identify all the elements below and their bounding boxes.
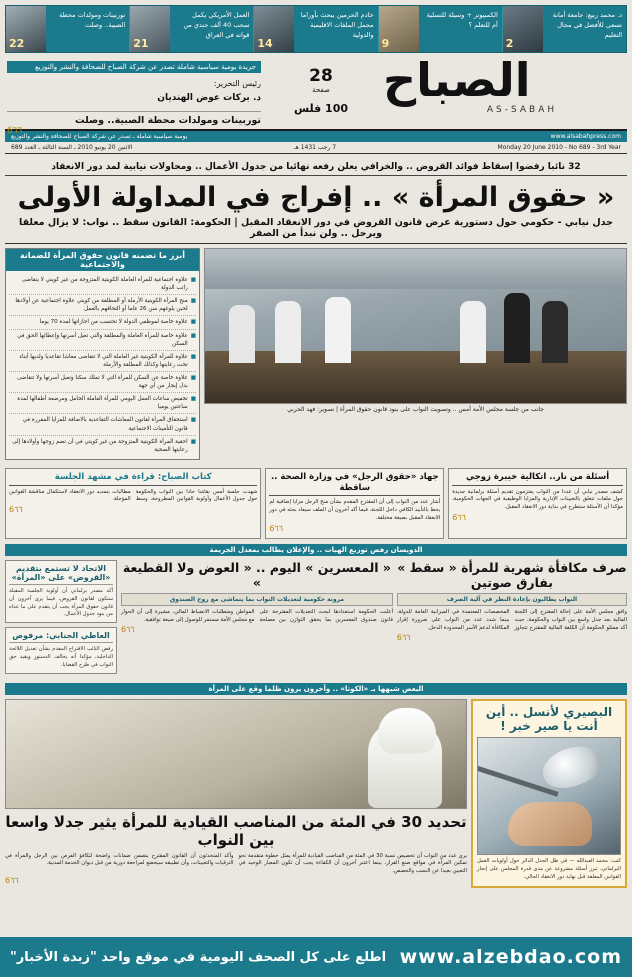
bottom-left-ad-body: كتب: محمد العبدالله — في ظل الجدل الدائر حول أولويات العمل البرلماني، تبرز أسئلة مشروعة عن مدى قدرة المجلس على إنجاز القوانين المعلقة قبل نهاية دور الانعقاد الحالي. — [477, 858, 621, 880]
list-item-text: علاوة اجتماعية للمرأة العاملة الكويتية المتزوجة من غير كويتي لا يتقاضى راتب الدولة — [21, 277, 188, 292]
gold-mark: 6٦٦ — [396, 632, 411, 642]
list-item — [9, 295, 196, 316]
pages-count: 28 — [309, 66, 333, 86]
teaser-page-number: 21 — [133, 37, 149, 50]
photo-figure — [275, 301, 301, 363]
list-item — [9, 274, 196, 295]
price: 100 فلس — [293, 102, 349, 116]
mini-columns-row — [5, 468, 627, 539]
list-item — [9, 414, 196, 435]
dateline-english: Monday 20 June 2010 - No 689 - 3rd Year — [497, 144, 621, 151]
dateline-hijri: 7 رجب 1431 هـ — [293, 144, 337, 151]
photo-figure — [542, 301, 568, 363]
bullet-icon: ■ — [190, 332, 196, 339]
dateline-arabic: الاثنين 20 يونيو 2010 ـ السنة الثالثة ـ العدد 689 — [11, 144, 133, 151]
gold-mark: 6٦٦ — [5, 876, 19, 886]
teaser-text: العمل الأمريكي يكمل سحب 40 ألف جندي من قواته في العراق — [183, 11, 250, 39]
list-item — [9, 316, 196, 329]
story-subhead: مرونة حكومية لتعديلات النواب بما يتماشى مع روح الصندوق — [121, 593, 393, 606]
list-item — [9, 393, 196, 414]
teaser-page-number: 14 — [257, 37, 273, 50]
third-section-row — [5, 699, 627, 888]
list-item — [9, 436, 196, 456]
teaser-page-number: 22 — [8, 37, 25, 50]
story-subhead: النواب يطالبون بإعادة النظر في آلية الصرف — [397, 593, 627, 606]
footer-banner — [0, 937, 632, 977]
mini-column-body: شهدت جلسة أمس نقاشا حادا بين النواب والحكومة حول جدول الأعمال وأولوية القوانين المطروحة، وسط مطالبات بتمديد دور الانعقاد لاستكمال مناقشة القوانين المؤجلة. — [9, 488, 258, 503]
mini-column — [5, 468, 261, 539]
lead-subheadline: جدل نيابي - حكومي حول دستورية عرض قانون القروض في دور الانعقاد المقبل | الحكومة: القانون سقط .. نواب: لا يزال معلقا ويرحل .. ولن نبدأ من الصفر — [5, 217, 627, 244]
mini-column — [265, 468, 444, 539]
masthead-right — [5, 57, 265, 136]
photo-figure — [229, 305, 255, 363]
footer-url[interactable]: www.alzebdao.com — [399, 946, 622, 968]
editor-name: د. بركات عوض الهنديان — [157, 92, 261, 103]
teaser-text: د. محمد ربيع: جامعة أمانة تسعى للأفضل في مجال التعليم — [552, 11, 622, 39]
editor-label: رئيس التحرير: — [213, 79, 261, 88]
third-story-headline: تحديد 30 في المئة من المناصب القيادية للمرأة يثير جدلا واسعا بين النواب — [5, 812, 467, 849]
paper-tagline: يومية سياسية شاملة ـ تصدر عن شركة الصباح للصحافة والنشر والتوزيع — [11, 133, 188, 140]
bottom-left-column — [471, 699, 627, 888]
third-story — [5, 699, 467, 888]
list-item-text: علاوة خاصة للمرأة العاملة والمطلقة والتي تعيل أسرتها وإعطائها الحق في السكن — [17, 332, 188, 347]
gold-mark: 6٦٦ — [452, 513, 466, 523]
list-item-text: تخفيض ساعات العمل اليومي للمرأة العاملة الحامل ومرضعة أطفالها لمدة ساعتين يوميا — [17, 396, 188, 411]
teaser-page-number: 2 — [505, 37, 514, 50]
story-body: وافق مجلس الأمة على إحالة المقترح إلى اللجنة المالية بعد جدل واسع بين النواب والحكومة، حيث أكد ممثلو الحكومة أن الكلفة المالية للمقترح تتجاوز المخصصات المعتمدة في الميزانية العامة للدولة، بينما شدد عدد من النواب على ضرورة إقرار المكافأة لدعم الأسر المحدودة الدخل. — [396, 608, 627, 631]
womens-rights-title: أبرز ما تضمنه قانون حقوق المرأة للضمانة والاجتماعية — [6, 249, 199, 271]
sidebar-ad-body: رفض النائب الاقتراح المقدم بشأن تعديل اللائحة الداخلية، مؤكدا أنه يخالف الدستور ويقيد حق النواب في طرح القضايا. — [9, 646, 113, 668]
bullet-icon: ■ — [190, 298, 196, 305]
lead-photo — [204, 248, 627, 404]
third-photo — [5, 699, 467, 809]
second-section-bar: الدويسان رفض توزيع الهبات .. والإعلان يطالب بمعدل الجريمة — [5, 544, 627, 556]
list-item — [9, 351, 196, 372]
story-headline: « المعسرين » اليوم .. « العوض ولا القطيعة » — [122, 559, 392, 590]
photo-figure — [460, 301, 486, 363]
gold-mark: 6٦٦ — [121, 624, 135, 634]
mini-column-title: أسئلة من نار.. اتكالية خيبرة زوجي — [452, 472, 623, 486]
bottom-left-ad-title: البصيري لأنسل .. أين أنت يا صير خبر ! — [485, 704, 613, 733]
list-item-text: علاوة للمرأة الكويتية غير العاملة التي لا تتقاضى معاشا تقاعديا ولديها أبناء تحت رعايتها وكذلك المطلقة والأرملة — [19, 353, 188, 368]
photo-figure — [504, 293, 530, 363]
list-item-text: احقية المرأة الكويتية المتزوجة من غير كويتي في أن تضم زوجها وأولادها إلى رعايتها الصحية — [12, 438, 188, 453]
teaser-text: خادم الحرمين يبحث بأوراما مجمل الملفات الاقليمية والدولية — [300, 11, 374, 39]
gold-mark: 6٦٦ — [7, 125, 23, 136]
womens-rights-box — [5, 248, 200, 460]
bottom-left-photo — [477, 737, 621, 855]
bullet-icon: ■ — [190, 417, 196, 424]
figure-headdress-shape — [378, 708, 436, 754]
teaser-text: توربينات ومولدات محطة الصبية.. وصلت — [59, 11, 126, 29]
bottom-left-ad[interactable] — [471, 699, 627, 888]
sidebar-ad-title: العاطي الجنابي: مرفوض — [9, 631, 113, 643]
teaser-text: الكمبيوتر + وسيلة للتسلية أم للتعلم ؟ — [426, 11, 498, 29]
list-item-text: منح المرأة الكويتية الأرملة أو المطلقة من كويتي علاوة اجتماعية عن أولادها لحين بلوغهم سن 26 عاما أو التحاقهم بالعمل — [15, 298, 188, 313]
sidebar-ad-title: الاتحاد لا تستمع بتقديم «القروض» على «المرأة» — [9, 564, 113, 585]
paper-website[interactable]: www.alsabahpress.com — [550, 133, 621, 140]
lead-photo-column — [204, 248, 627, 464]
sidebar-ad-body: أكد مصدر برلماني أن أولوية الجلسة المقبلة ستكون لقانون القروض، فيما يرى آخرون أن قانون حقوق المرأة يجب أن يتقدم على ما عداه من بنود جدول الأعمال. — [9, 587, 113, 618]
masthead-side-headline: توربينات ومولدات محطة الصبية.. وصلت — [7, 111, 261, 126]
teaser-item[interactable] — [6, 6, 129, 52]
photo-figure — [325, 297, 351, 363]
teaser-item[interactable] — [129, 6, 253, 52]
third-story-body-right: وأكد المتحدثون أن القانون المقترح يتضمن ضمانات واضحة لتكافؤ الفرص بين الرجل والمرأة في الترقيات والتعيينات، وأن تطبيقه سيخضع لمراجعة دورية من قبل ديوان الخدمة المدنية. — [5, 852, 234, 867]
footer-text: اطلع على كل الصحف اليومية في موقع واحد "زبدة الأخبار" — [10, 949, 387, 965]
second-story-right — [121, 560, 393, 678]
logo-arabic-text: الصباح — [383, 53, 531, 107]
hand-shape — [508, 802, 592, 846]
photo-desk-shape — [205, 249, 626, 289]
mini-column-title: كتاب الصباح: قراءة في مشهد الجلسة — [9, 472, 257, 486]
teaser-page-number: 9 — [381, 37, 390, 50]
bullet-icon: ■ — [190, 438, 196, 445]
masthead — [5, 53, 627, 136]
mini-column-body: كشف مصدر نيابي أن عددا من النواب يعتزمون تقديم أسئلة برلمانية جديدة حول ملفات تتعلق بالتعيينات الإدارية والمزايا الوظيفية في الجهات الحكومية، مؤكدا أن الأسئلة ستطرح في بداية دور الانعقاد المقبل. — [452, 488, 623, 511]
sidebar-ads — [5, 560, 117, 678]
third-story-body-left: يرى عدد من النواب أن تخصيص نسبة 30 في المئة من المناصب القيادية للمرأة يمثل خطوة متقدمة نحو تمكين المرأة في مواقع صنع القرار، بينما اعتبر آخرون أن الكفاءة يجب أن تكون المعيار الوحيد في التعيين بعيدا عن النسب والحصص. — [238, 852, 467, 875]
second-story-left — [397, 560, 627, 678]
sidebar-ad[interactable] — [5, 627, 117, 673]
top-teasers-strip — [5, 5, 627, 53]
mini-column — [448, 468, 627, 539]
mini-column-title: جهاد «حقوق الرجل» في وزارة الصحة .. ساقطة — [269, 472, 440, 496]
womens-rights-sidebar — [5, 248, 200, 464]
story-headline: صرف مكافأة شهرية للمرأة « سقط » بفارق صوتين — [397, 559, 627, 590]
gold-mark: 6٦٦ — [8, 505, 23, 515]
mini-column-body: أشار عدد من النواب إلى أن المقترح المقدم بشأن منح الرجل مزايا إضافية لم يحظ بالتأييد الكافي داخل اللجنة، فيما أكد آخرون أن الملف سيعاد بحثه في دور الانعقاد المقبل بصيغة مختلفة. — [269, 499, 441, 522]
lead-headline: « حقوق المرأة » .. إفراج في المداولة الأولى — [17, 182, 615, 213]
dateline-bar — [5, 142, 627, 154]
masthead-banner: جريدة يومية سياسية شاملة تصدر عن شركة الصباح للصحافة والنشر والتوزيع — [7, 61, 261, 73]
pages-label: صفحة — [312, 86, 330, 94]
bullet-icon: ■ — [190, 353, 196, 360]
second-section-row — [5, 560, 627, 678]
teaser-item[interactable] — [253, 6, 377, 52]
logo-latin-text: AS-SABAH — [486, 104, 558, 115]
teaser-item[interactable] — [502, 6, 626, 52]
lead-photo-caption: جانب من جلسة مجلس الأمة أمس .. وتصويت النواب على بنود قانون حقوق المرأة | تصوير: فهد الحربي — [287, 406, 544, 414]
third-section-bar: البعض شبهها بـ «الكوتا» .. وآخرون يرون ظلما وقع على المرأة — [5, 683, 627, 695]
list-item — [9, 330, 196, 351]
list-item-text: استحقاق المرأة لقانون المعاشات التقاعدية بالاضافة للمزايا المقررة في قانون التأمينات الاجتماعية — [22, 417, 188, 432]
teaser-item[interactable] — [378, 6, 502, 52]
lead-kicker: 32 نائبا رفضوا إسقاط فوائد القروض .. والخرافي يعلن رفعه نهائيا من جدول الأعمال .. ومحاولات نيابية لمد دور الانعقاد — [5, 159, 627, 176]
lamp-shape — [538, 740, 607, 795]
newspaper-logo — [377, 53, 627, 115]
lead-content-row — [5, 248, 627, 464]
sidebar-ad[interactable] — [5, 560, 117, 623]
story-body: أعلنت الحكومة استعدادها لبحث التعديلات المقترحة على قانون صندوق المعسرين بما يحقق التوازن بين مصلحة المواطن ومتطلبات الانضباط المالي، مشيرة إلى أن الحوار مع مجلس الأمة مستمر للوصول إلى صيغة توافقية. — [121, 608, 393, 623]
list-item — [9, 372, 196, 393]
list-item-text: علاوة خاصة عن السكن للمرأة التي لا تملك سكنا وتعيل أسرتها ولا تتقاضى بدل إيجار من أي جهة — [17, 375, 188, 390]
bullet-icon: ■ — [190, 319, 196, 326]
bullet-icon: ■ — [190, 396, 196, 403]
bullet-icon: ■ — [190, 277, 196, 284]
editor-in-chief — [7, 77, 261, 106]
bullet-icon: ■ — [190, 375, 196, 382]
list-item-text: علاوة خاصة لموظفي الدولة لا تحتسب من اجازاتها لمدة 70 يوما — [39, 319, 188, 326]
masthead-center — [265, 57, 377, 118]
gold-mark: 6٦٦ — [269, 523, 284, 533]
